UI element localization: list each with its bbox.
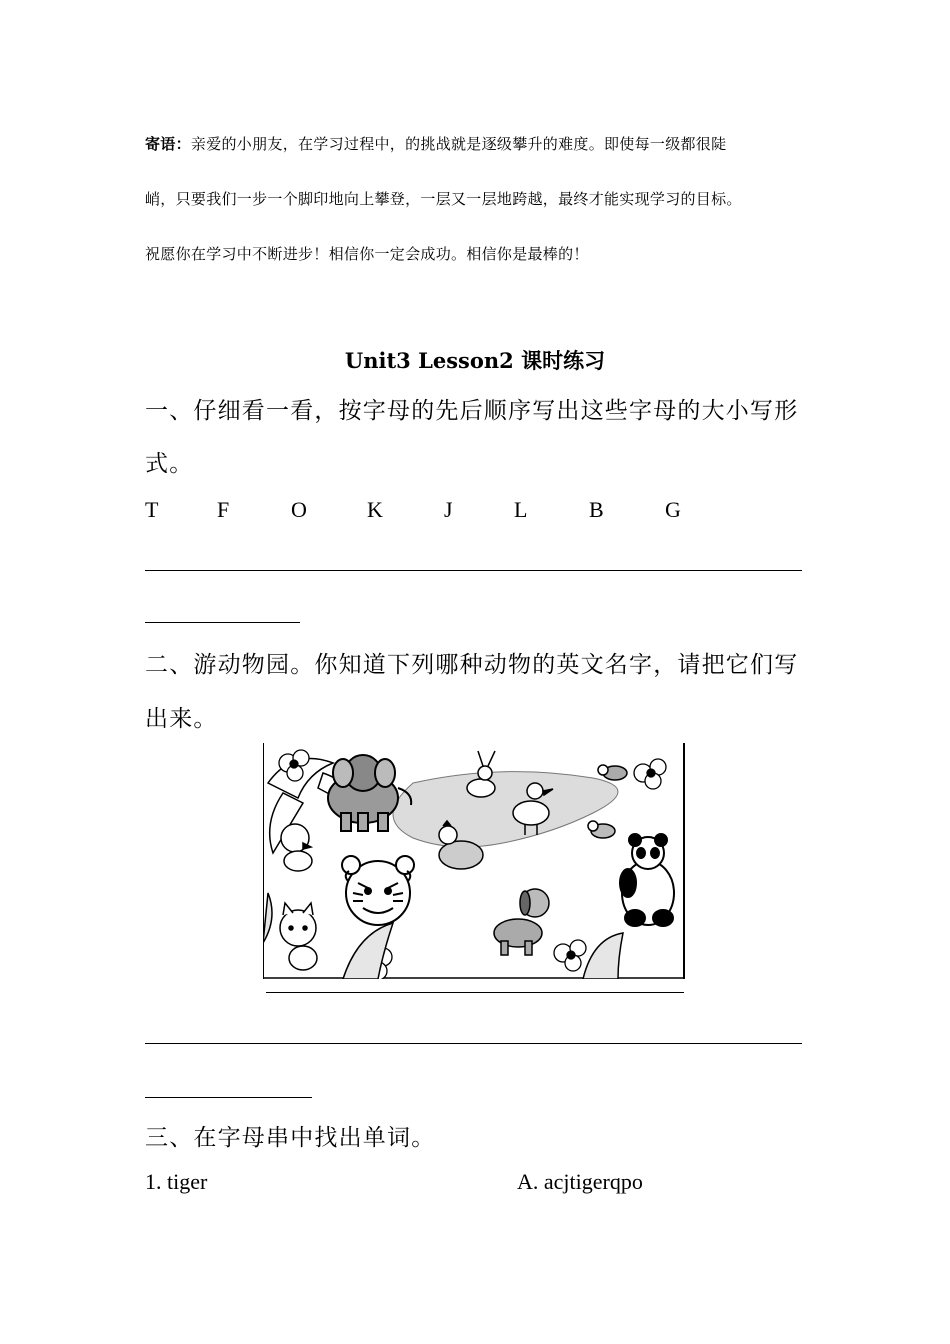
letter-item: L — [514, 497, 528, 522]
letter-item: G — [665, 497, 681, 522]
q1-line-2: 式。 — [145, 451, 194, 477]
q3-option: A. acjtigerqpo — [517, 1169, 643, 1194]
q2-line-2: 出来。 — [145, 706, 218, 732]
answer-line[interactable] — [145, 1097, 312, 1098]
q3-line-1: 三、在字母串中找出单词。 — [145, 1125, 436, 1151]
letter-item: K — [367, 497, 383, 522]
q1-line-1: 一、仔细看一看，按字母的先后顺序写出这些字母的大小写形 — [145, 398, 799, 424]
zoo-illustration — [263, 743, 685, 979]
answer-line[interactable] — [145, 570, 802, 571]
letter-item: F — [217, 497, 230, 522]
chick-icon — [281, 824, 312, 871]
page-title: Unit3 Lesson2 课时练习 — [344, 348, 606, 373]
answer-line[interactable] — [145, 1043, 802, 1044]
answer-line[interactable] — [145, 622, 300, 623]
letter-item: J — [444, 497, 453, 522]
letter-item: O — [291, 497, 307, 522]
letter-item: T — [145, 497, 159, 522]
intro-line-2: 峭，只要我们一步一个脚印地向上攀登，一层又一层地跨越，最终才能实现学习的目标。 — [145, 190, 742, 208]
illustration-underline — [266, 992, 684, 993]
q2-line-1: 二、游动物园。你知道下列哪种动物的英文名字，请把它们写 — [145, 652, 799, 678]
intro-line-3: 祝愿你在学习中不断进步！相信你一定会成功。相信你是最棒的！ — [145, 245, 589, 263]
intro-text-1: 亲爱的小朋友，在学习过程中，的挑战就是逐级攀升的难度。即使每一级都很陡 — [190, 135, 727, 153]
intro-label: 寄语： — [145, 135, 191, 153]
intro-line-1 — [145, 133, 726, 154]
letter-item: B — [589, 497, 604, 522]
q3-item: 1. tiger — [145, 1169, 208, 1194]
